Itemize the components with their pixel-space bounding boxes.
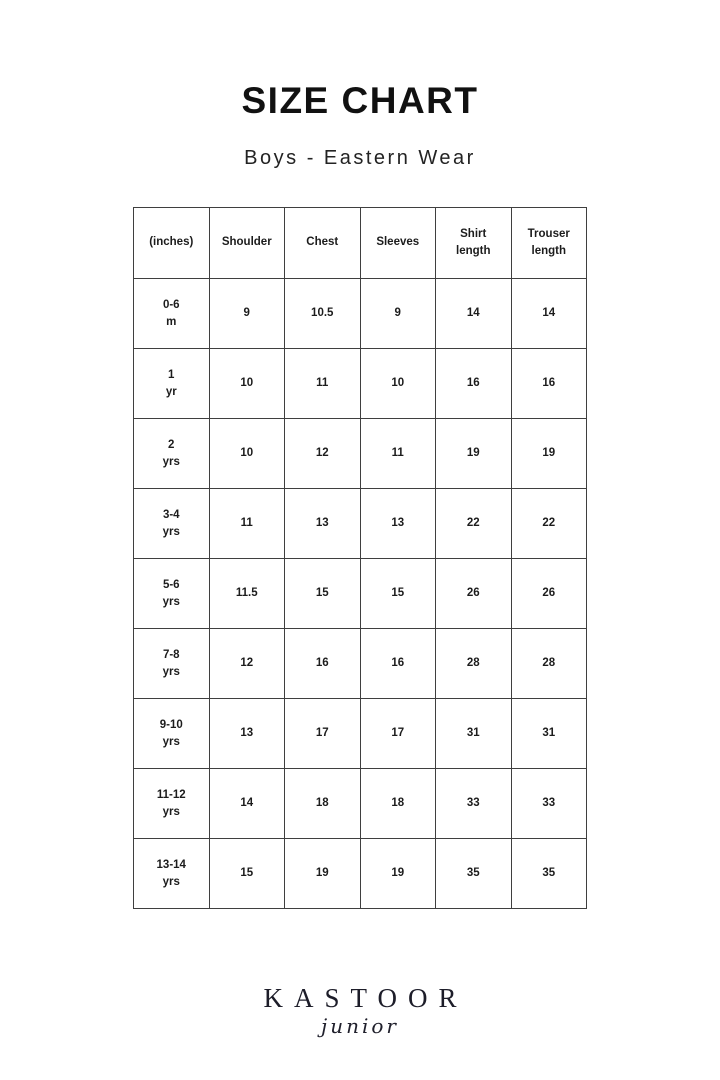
measurement-cell: 28 bbox=[436, 629, 512, 699]
measurement-cell: 26 bbox=[511, 559, 587, 629]
measurement-cell: 31 bbox=[436, 699, 512, 769]
column-header: Shoulder bbox=[209, 208, 285, 279]
measurement-cell: 11.5 bbox=[209, 559, 285, 629]
measurement-cell: 14 bbox=[436, 279, 512, 349]
size-label-cell bbox=[134, 699, 210, 769]
size-label-cell bbox=[134, 489, 210, 559]
size-label-line: yrs bbox=[162, 665, 180, 678]
measurement-cell: 14 bbox=[209, 769, 285, 839]
table-header-row bbox=[134, 208, 587, 279]
measurement-cell: 33 bbox=[511, 769, 587, 839]
size-label-cell bbox=[134, 279, 210, 349]
size-label-line: 11-12 bbox=[156, 789, 186, 802]
size-label-line: yrs bbox=[162, 735, 180, 748]
measurement-cell: 19 bbox=[511, 419, 587, 489]
measurement-cell: 28 bbox=[511, 629, 587, 699]
measurement-cell: 15 bbox=[209, 839, 285, 909]
size-label-line: 2 bbox=[168, 439, 175, 452]
measurement-cell: 16 bbox=[511, 349, 587, 419]
measurement-cell: 17 bbox=[360, 699, 436, 769]
measurement-cell: 11 bbox=[285, 349, 361, 419]
table-row bbox=[134, 279, 587, 349]
table-row bbox=[134, 839, 587, 909]
measurement-cell: 15 bbox=[285, 559, 361, 629]
measurement-cell: 9 bbox=[209, 279, 285, 349]
measurement-cell: 14 bbox=[511, 279, 587, 349]
column-header: Shirt length bbox=[436, 208, 512, 279]
measurement-cell: 18 bbox=[285, 769, 361, 839]
column-header: Sleeves bbox=[360, 208, 436, 279]
measurement-cell: 13 bbox=[209, 699, 285, 769]
measurement-cell: 16 bbox=[285, 629, 361, 699]
measurement-cell: 10.5 bbox=[285, 279, 361, 349]
measurement-cell: 10 bbox=[360, 349, 436, 419]
measurement-cell: 13 bbox=[285, 489, 361, 559]
measurement-cell: 15 bbox=[360, 559, 436, 629]
measurement-cell: 13 bbox=[360, 489, 436, 559]
size-label-line: 7-8 bbox=[162, 649, 180, 662]
column-header: Trouser length bbox=[511, 208, 587, 279]
size-label-line: 3-4 bbox=[162, 509, 180, 522]
size-label-line: yrs bbox=[162, 525, 180, 538]
size-label-line: 1 bbox=[168, 369, 175, 382]
page-title: SIZE CHART bbox=[241, 80, 479, 121]
size-label-line: yrs bbox=[162, 455, 180, 468]
table-row bbox=[134, 419, 587, 489]
measurement-cell: 35 bbox=[511, 839, 587, 909]
size-chart-table bbox=[133, 207, 587, 909]
measurement-cell: 33 bbox=[436, 769, 512, 839]
measurement-cell: 12 bbox=[285, 419, 361, 489]
brand-subname: junior bbox=[321, 1014, 399, 1038]
measurement-cell: 12 bbox=[209, 629, 285, 699]
measurement-cell: 16 bbox=[360, 629, 436, 699]
size-label-line: 13-14 bbox=[156, 859, 186, 872]
table-row bbox=[134, 699, 587, 769]
size-label-cell bbox=[134, 349, 210, 419]
brand-name: KASTOOR bbox=[263, 983, 468, 1013]
column-header: (inches) bbox=[134, 208, 210, 279]
measurement-cell: 19 bbox=[285, 839, 361, 909]
brand-logo bbox=[0, 983, 720, 1038]
size-label-line: yrs bbox=[162, 805, 180, 818]
measurement-cell: 11 bbox=[360, 419, 436, 489]
size-label-line: m bbox=[166, 315, 177, 328]
size-label-line: yr bbox=[165, 385, 177, 398]
table-row bbox=[134, 629, 587, 699]
column-header: Chest bbox=[285, 208, 361, 279]
size-label-cell bbox=[134, 559, 210, 629]
table-row bbox=[134, 559, 587, 629]
page-subtitle: Boys - Eastern Wear bbox=[244, 147, 476, 169]
table-row bbox=[134, 489, 587, 559]
measurement-cell: 11 bbox=[209, 489, 285, 559]
size-label-line: yrs bbox=[162, 875, 180, 888]
measurement-cell: 19 bbox=[360, 839, 436, 909]
measurement-cell: 10 bbox=[209, 349, 285, 419]
measurement-cell: 26 bbox=[436, 559, 512, 629]
table-row bbox=[134, 769, 587, 839]
measurement-cell: 9 bbox=[360, 279, 436, 349]
measurement-cell: 17 bbox=[285, 699, 361, 769]
size-label-cell bbox=[134, 629, 210, 699]
size-label-line: 0-6 bbox=[162, 299, 180, 312]
size-label-cell bbox=[134, 419, 210, 489]
measurement-cell: 22 bbox=[511, 489, 587, 559]
table-row bbox=[134, 349, 587, 419]
measurement-cell: 22 bbox=[436, 489, 512, 559]
size-label-cell bbox=[134, 769, 210, 839]
measurement-cell: 35 bbox=[436, 839, 512, 909]
measurement-cell: 19 bbox=[436, 419, 512, 489]
measurement-cell: 31 bbox=[511, 699, 587, 769]
size-label-line: 9-10 bbox=[159, 719, 183, 732]
size-label-line: yrs bbox=[162, 595, 180, 608]
size-label-line: 5-6 bbox=[162, 579, 180, 592]
measurement-cell: 18 bbox=[360, 769, 436, 839]
measurement-cell: 16 bbox=[436, 349, 512, 419]
size-label-cell bbox=[134, 839, 210, 909]
measurement-cell: 10 bbox=[209, 419, 285, 489]
